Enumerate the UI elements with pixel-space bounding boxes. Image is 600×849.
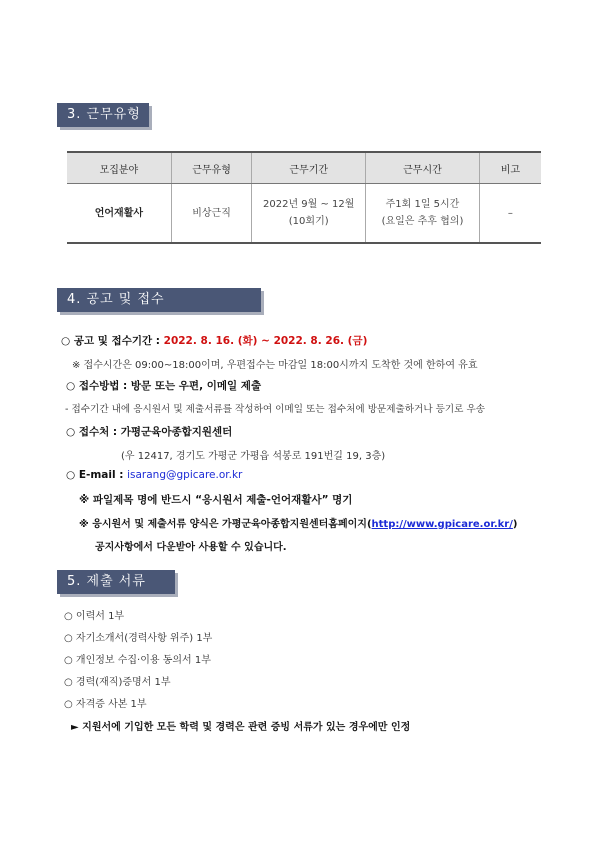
work-type-table — [67, 151, 541, 244]
homepage-link[interactable]: http://www.gpicare.or.kr/ — [371, 519, 513, 530]
cell-note: – — [479, 184, 541, 244]
table-header-row — [67, 152, 541, 184]
section-5-title: 5. 제출 서류 — [67, 574, 146, 589]
period-line — [61, 333, 367, 348]
section-4-title: 4. 공고 및 접수 — [67, 292, 165, 307]
place-label: ○ 접수처 : 가평군육아종합지원센터 — [66, 426, 233, 438]
cell-period-line1: 2022년 9월 ~ 12월 — [263, 199, 355, 210]
cell-hours-line2: (요일은 추후 협의) — [381, 216, 464, 227]
cell-hours-line1: 주1회 1일 5시간 — [385, 199, 460, 210]
list-item: ○ 개인정보 수집·이용 동의서 1부 — [64, 655, 211, 666]
period-value: 2022. 8. 16. (화) ~ 2022. 8. 26. (금) — [163, 335, 368, 347]
section-3-header — [57, 103, 149, 127]
section-5-header — [57, 570, 175, 594]
form-note — [79, 515, 517, 530]
cell-period — [252, 184, 366, 244]
section-4-header — [57, 288, 261, 312]
header-period: 근무기간 — [252, 152, 366, 184]
filename-note: ※ 파일제목 명에 반드시 “응시원서 제출-언어재활사” 명기 — [79, 494, 353, 506]
method-note: - 접수기간 내에 응시원서 및 제출서류를 작성하여 이메일 또는 접수처에 방문제출하거나 등기로 우송 — [65, 404, 486, 415]
list-item: ○ 이력서 1부 — [64, 611, 125, 622]
form-note-continued: 공지사항에서 다운받아 사용할 수 있습니다. — [95, 542, 287, 553]
cell-hours — [366, 184, 480, 244]
table-row — [67, 184, 541, 244]
place-address: (우 12417, 경기도 가평군 가평읍 석봉로 191번길 19, 3층) — [121, 451, 386, 462]
header-type: 근무유형 — [171, 152, 252, 184]
period-note: ※ 접수시간은 09:00~18:00이며, 우편접수는 마감일 18:00시까지 도착한 것에 한하여 유효 — [72, 360, 478, 371]
form-note-close: ) — [512, 519, 518, 530]
list-item: ○ 경력(재직)증명서 1부 — [64, 677, 171, 688]
form-note-text: ※ 응시원서 및 제출서류 양식은 가평군육아종합지원센터홈페이지( — [79, 519, 372, 530]
list-item: ○ 자격증 사본 1부 — [64, 699, 147, 710]
header-note: 비고 — [479, 152, 541, 184]
section-3-title: 3. 근무유형 — [67, 107, 141, 122]
cell-field: 언어재활사 — [67, 184, 171, 244]
list-item: ○ 자기소개서(경력사항 위주) 1부 — [64, 633, 213, 644]
email-line — [66, 469, 242, 481]
header-field: 모집분야 — [67, 152, 171, 184]
period-label: ○ 공고 및 접수기간 : — [61, 335, 164, 347]
header-hours: 근무시간 — [366, 152, 480, 184]
method-label: ○ 접수방법 : 방문 또는 우편, 이메일 제출 — [66, 380, 262, 392]
cell-type: 비상근직 — [171, 184, 252, 244]
cell-period-line2: (10회기) — [288, 216, 329, 227]
email-label: ○ E-mail : — [66, 469, 128, 481]
final-note: ► 지원서에 기입한 모든 학력 및 경력은 관련 증빙 서류가 있는 경우에만 인정 — [71, 722, 411, 733]
email-link[interactable]: isarang@gpicare.or.kr — [127, 469, 243, 481]
